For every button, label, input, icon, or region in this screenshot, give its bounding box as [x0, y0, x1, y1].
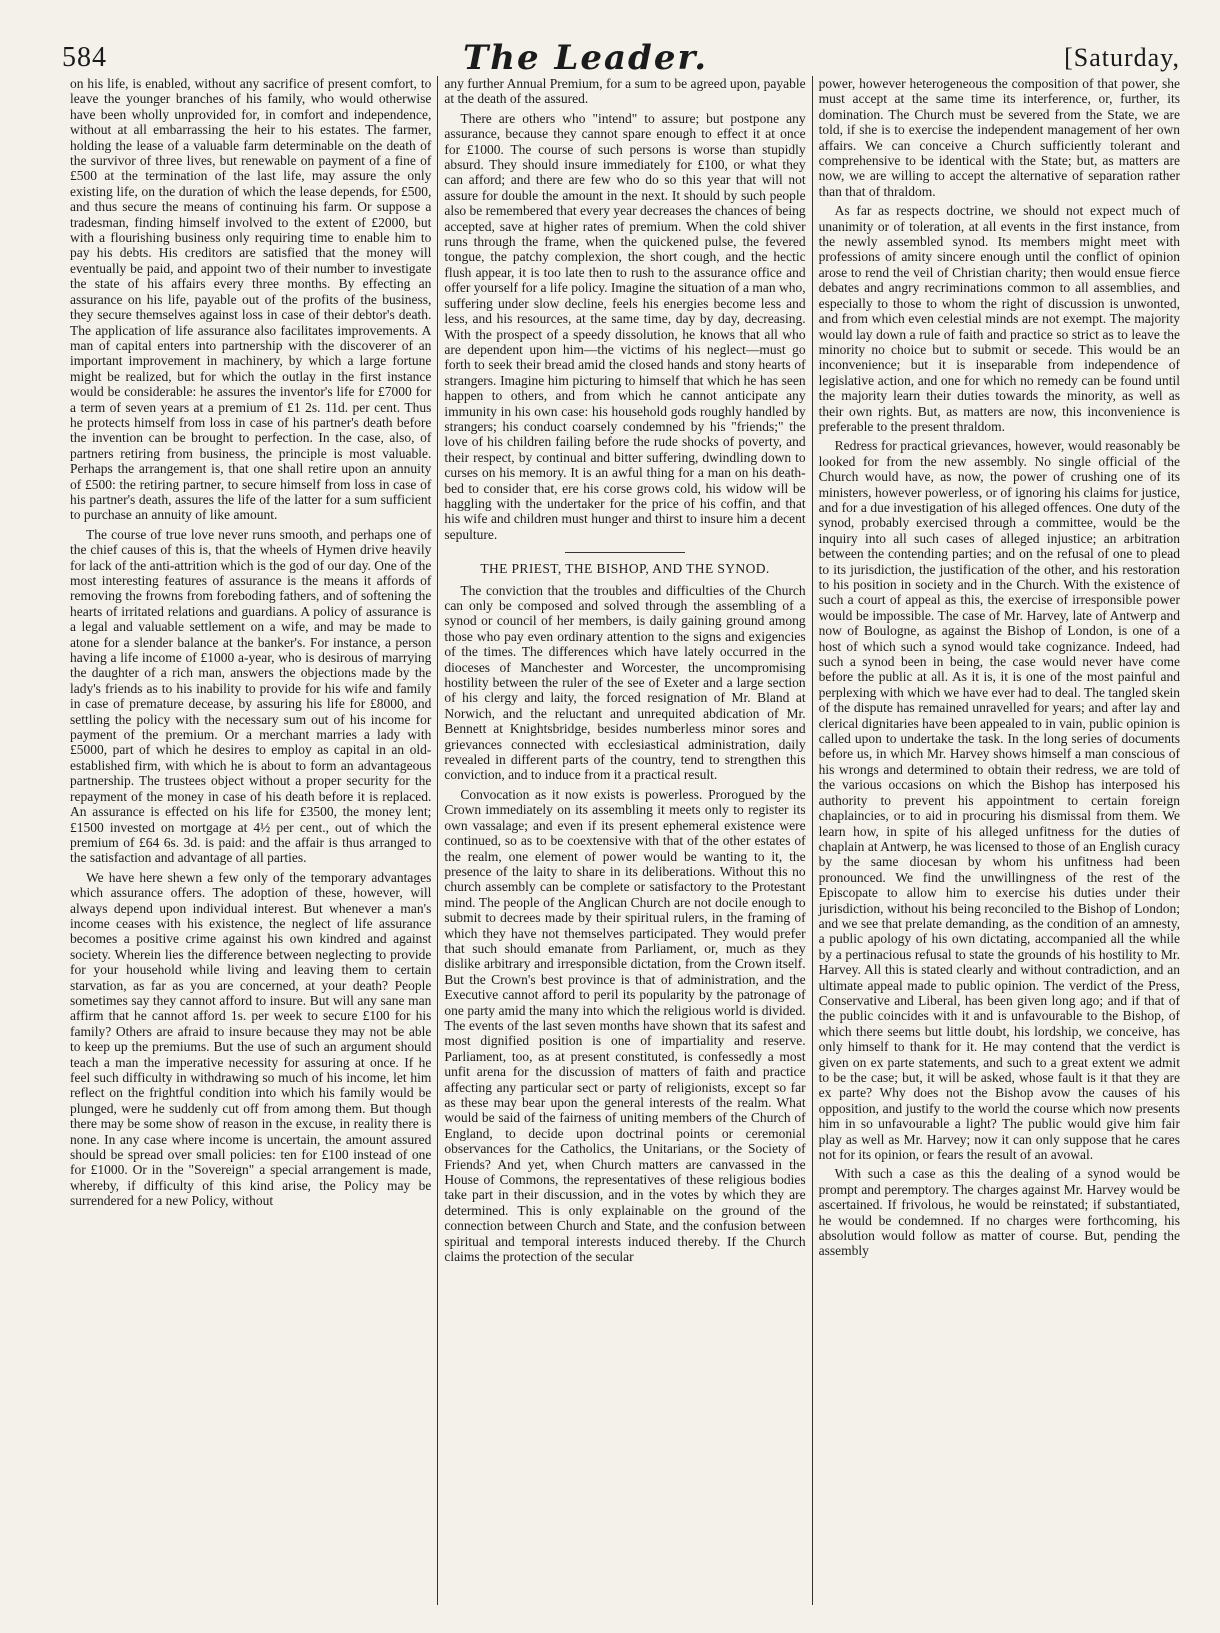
paragraph: The conviction that the troubles and difficulties of the Church can only be composed and solved through the assembling of a synod or council of her members, is daily gaining ground among those who pay even ordinary attention to the signs and exigencies of the times. The differences which have lately occurred in the dioceses of Manchester and Worcester, the uncompromising hostility between the ruler of the see of Exeter and a large section of his clergy and laity, the forced resignation of Mr. Bland at Norwich, and the reluctant and unrequited abdication of Mr. Bennett at Knightsbridge, besides numberless minor sores and grievances connected with ecclesiastical administration, daily revealed in different parts of the country, tend to strengthen this conviction, and to induce from it a practical result.: [444, 582, 806, 783]
issue-day: [Saturday,: [1064, 43, 1180, 72]
paragraph: any further Annual Premium, for a sum to be agreed upon, payable at the death of the assured.: [444, 76, 806, 107]
section-divider: [565, 552, 685, 553]
column-3: [812, 76, 1186, 1605]
paragraph: on his life, is enabled, without any sacrifice of present comfort, to leave the younger branches of his family, who would otherwise have been wholly unprovided for, in comfort and independence, without at all embarrassing the heir to his estates. The farmer, holding the lease of a valuable farm determinable on the death of the survivor of three lives, but renewable on payment of a fine of £500 at the termination of the last life, may assure the only existing life, on the duration of which the lease depends, for £500, and thus secure the means of continuing his farm. Or suppose a tradesman, finding himself involved to the extent of £2000, but with a flourishing business only requiring time to enable him to pay his debts. His creditors are satisfied that the money will eventually be paid, and appoint two of their number to investigate the state of his affairs every three months. By effecting an assurance on his life, payable out of the profits of the business, they secure themselves against loss in case of their debtor's death. The application of life assurance also facilitates improvements. A man of capital enters into partnership with the discoverer of an important improvement in machinery, by which a large fortune might be realized, but for which the outlay in the first instance would be considerable: he assures the inventor's life for £7000 for a term of seven years at a premium of £1 2s. 11d. per cent. Thus he protects himself from loss in case of his partner's death before the invention can be brought to perfection. In the case, also, of partners retiring from business, the principle is most valuable. Perhaps the arrangement is, that one shall retire upon an annuity of £500: the retiring partner, to secure himself from loss in case of his partner's death, assures the life of the latter for a sum sufficient to purchase an annuity of like amount.: [70, 76, 432, 523]
paragraph: Redress for practical grievances, however, would reasonably be looked for from the new assembly. No single official of the Church would have, as now, the power of crushing one of its ministers, however powerless, or of ignoring his claims for justice, and for a due investigation of his alleged offences. One duty of the synod, probably exercised through a committee, would be the inquiry into all such cases of alleged injustice; an arbitration between the contending parties; and on the refusal of one to plead to its jurisdiction, the justification of the other, and his restoration to his position in society and in the Church. With the existence of such a court of appeal as this, the exercise of irresponsible power would be impossible. The case of Mr. Harvey, late of Antwerp and now of Boulogne, as against the Bishop of London, is one of a host of which such a synod would take cognizance. Indeed, had such a synod been in being, the case would never have come before the public at all. As it is, it is one of the most painful and perplexing with which we have ever had to deal. The tangled skein of the dispute has remained unravelled for years; and after lay and clerical dignitaries have been appealed to in vain, public opinion is called upon to undertake the task. In the long series of documents before us, in which Mr. Harvey shows himself a man conscious of his wrongs and determined to obtain their redress, we are told of the various occasions on which the Bishop has interposed his authority to prevent his appointment to certain foreign chaplaincies, or to aid in procuring his dismissal from them. We learn how, in spite of his alleged unfitness for the duties of chaplain at Antwerp, he was licensed to those of an English curacy by the same diocesan by whom his unfitness had been pronounced. We find the unwillingness of the rest of the Episcopate to allow him to exercise his duties under their jurisdiction, without his being reconciled to the Bishop of London; and we see that prelate demanding, as the condition of an amnesty, a public apology of his own dictating, accompanied all the while by a pertinacious refusal to state the grounds of his hostility to Mr. Harvey. All this is stated clearly and without contradiction, and an ultimate appeal made to public opinion. The verdict of the Press, Conservative and Liberal, has been given long ago; and if that of the public coincides with it and is unfavourable to the Bishop, of which there seems but little doubt, his lordship, we conceive, has only himself to thank for it. He may contend that the verdict is given on ex parte statements, and such to a great extent we admit to be the case; but, it will be asked, whose fault is it that they are ex parte? Why does not the Bishop avow the causes of his opposition, and justify to the world the course which now presents him in so unfavourable a light? The public would give him fair play as well as Mr. Harvey; now it can only suppose that he cares not for its opinion, or fears the result of an avowal.: [818, 438, 1180, 1163]
masthead: [62, 36, 1180, 80]
column-2: [437, 76, 811, 1605]
paragraph: Convocation as it now exists is powerless. Prorogued by the Crown immediately on its assembling it meets only to register its own vassalage; and even if its present ephemeral existence were continued, so as to be coextensive with that of the other estates of the realm, one element of power would be wanting to it, the presence of the laity to share in its deliberations. Without this no church assembly can be complete or satisfactory to the Protestant mind. The people of the Anglican Church are not docile enough to submit to decrees made by their spiritual rulers, in the framing of which they have not themselves participated. They would prefer that such should emanate from Parliament, or, much as they dislike arbitrary and irresponsible dictation, from the Crown itself. But the Crown's best province is that of administration, and the Executive cannot afford to peril its popularity by the patronage of one party amid the many into which the religious world is divided. The events of the last seven months have shown that its safest and most dignified position is one of impartiality and reserve. Parliament, too, as at present constituted, is confessedly a most unfit arena for the discussion of matters of faith and practice affecting any particular sect or party of religionists, except so far as these may bear upon the general interests of the realm. What would be said of the fairness of uniting members of the Church of England, to decide upon doctrinal points or ceremonial observances for the Catholics, the Unitarians, or the Society of Friends? And yet, when Church matters are canvassed in the House of Commons, the representatives of these religious bodies take part in their discussion, and in the votes by which they are determined. This is only explainable on the ground of the connection between Church and State, and the confusion between spiritual and temporal interests induced thereby. If the Church claims the protection of the secular: [444, 786, 806, 1265]
paper-title: The Leader.: [463, 38, 709, 78]
article-headline: THE PRIEST, THE BISHOP, AND THE SYNOD.: [480, 561, 770, 577]
paragraph: As far as respects doctrine, we should not expect much of unanimity or of toleration, at all events in the first instance, from the newly assembled synod. Its members might meet with professions of amity sincere enough until the conflict of opinion arose to rend the veil of Christian charity; then would ensue fierce debates and angry recriminations common to all assemblies, and especially to those to whom the right of discussion is unwonted, and from which even celestial minds are not exempt. The majority would lay down a rule of faith and practice so strict as to leave the minority no choice but to submit or secede. This would be an inconvenience; but it is inseparable from independence of legislative action, and one for which no remedy can be found until the majority learn their duties towards the minority, as well as their own rights. But, as matters are now, this inconvenience is preferable to the present thraldom.: [818, 203, 1180, 434]
column-1: [64, 76, 437, 1605]
paragraph: We have here shewn a few only of the temporary advantages which assurance offers. The adoption of these, however, will always depend upon individual interest. But whenever a man's income ceases with his existence, the neglect of life assurance becomes a positive crime against his own kindred and against society. Wherein lies the difference between neglecting to provide for your household while living and leaving them to certain starvation, as far as you are concerned, at your death? People sometimes say they cannot afford to insure. But will any sane man affirm that he cannot afford 1s. per week to secure £100 for his family? Others are afraid to insure because they may not be able to keep up the premiums. But the use of such an argument should teach a man the imperative necessity for assuring at once. If he feel such difficulty in withdrawing so much of his income, let him reflect on the frightful condition into which his family would be plunged, were he suddenly cut off from among them. But though there may be some show of reason in the excuse, in reality there is none. In any case where income is uncertain, the amount assured should be spread over small policies: ten for £100 instead of one for £1000. Or in the "Sovereign" a special arrangement is made, whereby, if difficulty of this kind arise, the Policy may be surrendered for a new Policy, without: [70, 869, 432, 1209]
article-columns: [64, 76, 1186, 1605]
paragraph: The course of true love never runs smooth, and perhaps one of the chief causes of this is, that the wheels of Hymen drive heavily for lack of the anti-attrition which is the god of our day. One of the most interesting features of assurance is the means it affords of removing the frowns from foreboding fathers, and of softening the hearts of irritated relations and guardians. A policy of assurance is a legal and valuable settlement on a wife, and may be made to atone for a slender balance at the banker's. For instance, a person having a life income of £1000 a-year, who is desirous of marrying the daughter of a rich man, answers the objections made by the lady's friends as to his inability to provide for his wife and family in case of premature decease, by assuring his life for £8000, and settling the policy with the necessary sum out of his income for payment of the premium. Or a merchant marries a lady with £5000, part of which he desires to employ as capital in an old-established firm, with which he is about to form an advantageous partnership. The trustees object without a proper security for the repayment of the money in case of his death before it is replaced. An assurance is effected on his life for £3500, the money lent; £1500 invested on mortgage at 4½ per cent., out of which the premium of £64 6s. 3d. is paid: and the affair is thus arranged to the satisfaction and advantage of all parties.: [70, 526, 432, 866]
paragraph: There are others who "intend" to assure; but postpone any assurance, because they cannot spare enough to effect it at once for £1000. The course of such persons is worse than stupidly absurd. They should insure immediately for £100, or what they can afford; and there are few who do so this year that will not assure for double the amount in the next. It should by such people also be remembered that every year decreases the chances of being accepted, save at higher rates of premium. When the cold shiver runs through the frame, when the quickened pulse, the fevered tongue, the patchy complexion, the short cough, and the hectic flush appear, it is too late then to rush to the assurance office and offer yourself for a life policy. Imagine the situation of a man who, suffering under slow decline, feels his energies become less and less, and his resources, at the same time, day by day, decreasing. With the prospect of a speedy dissolution, he knows that all who are dependent upon him—the victims of his neglect—must go forth to seek their bread amid the closed hands and stony hearts of strangers. Imagine him picturing to himself that which he has seen happen to others, and from which he cannot anticipate any immunity in his own case: his household gods roughly handled by strangers; his conduct coarsely condemned by his "friends;" the love of his children failing before the rude shocks of poverty, and their respect, by continual and bitter suffering, dwindling down to curses on his memory. It is an awful thing for a man on his death-bed to consider that, ere his corse grows cold, his widow will be haggling with the undertaker for the price of his coffin, and that his wife and children must hunger and thirst to insure him a decent sepulture.: [444, 110, 806, 542]
page-number: 584: [62, 42, 107, 73]
paragraph: With such a case as this the dealing of a synod would be prompt and peremptory. The charges against Mr. Harvey would be ascertained. If frivolous, he would be reinstated; if substantiated, he would be condemned. If no charges were forthcoming, his absolution would follow as matter of course. But, pending the assembly: [818, 1166, 1180, 1259]
paragraph: power, however heterogeneous the composition of that power, she must accept at the same time its interference, or, further, its domination. The Church must be severed from the State, we are told, if she is to exercise the independent management of her own affairs. We can conceive a Church sufficiently tolerant and comprehensive to be identical with the State; but, as matters are now, we are willing to accept the alternative of separation rather than that of thraldom.: [818, 76, 1180, 199]
